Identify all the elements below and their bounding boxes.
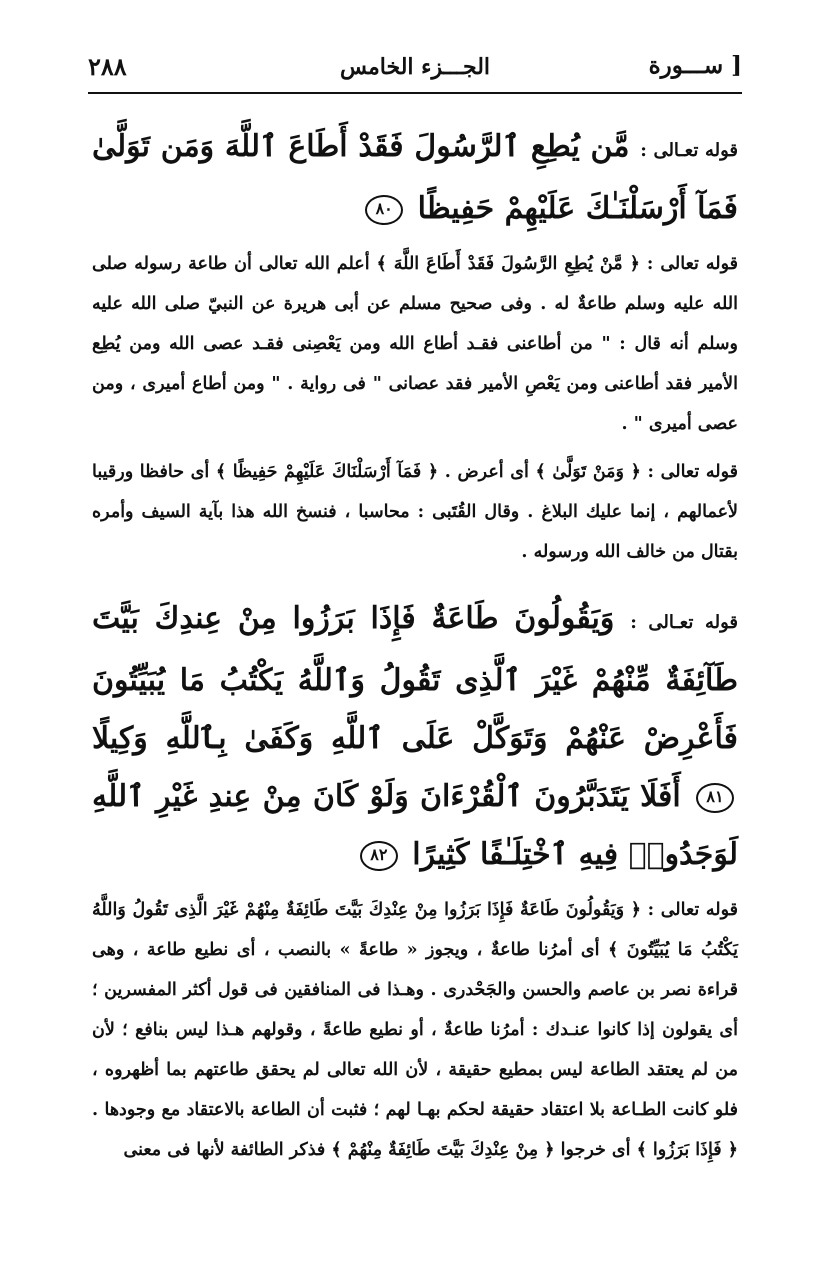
surah-label: [ ســـورة <box>648 52 742 79</box>
verse-lead: قوله تعـالى : <box>630 612 738 633</box>
commentary-paragraph: قوله تعالى : ﴿ وَيَقُولُونَ طَاعَةٌ فَإِذَا بَرَزُوا مِنْ عِنْدِكَ بَيَّتَ طَائِفَةٌ مِنْهُمْ غَيْرَ الَّذِى تَقُولُ وَاللَّهُ يَكْتُبُ مَا يُبَيِّتُونَ ﴾ أى أمرُنا طاعةٌ ، ويجوز « طاعةً » بالنصب ، أى نطيع طاعة ، وهى قراءة نصر بن عاصم والحسن والجَحْدرى . وهـذا فى المنافقين فى قول أكثر المفسرين ؛ أى يقولون إذا كانوا عنـدك : أمرُنا طاعةٌ ، أو نطيع طاعةً ، وقولهم هـذا ليس بنافع ؛ لأن من لم يعتقد الطاعة ليس بمطيع حقيقة ، لأن الله تعالى لم يحقق طاعتهم بما أظهروه ، فلو كانت الطـاعة بلا اعتقاد حقيقة لحكم بهـا لهم ؛ فثبت أن الطاعة بالاعتقاد مع وجودها . ﴿ فَإِذَا بَرَزُوا ﴾ أى خرجوا ﴿ مِنْ عِنْدِكَ بَيَّتَ طَائِفَةٌ مِنْهُمْ ﴾ فذكر الطائفة لأنها فى معنى <box>92 900 738 1160</box>
ayah-number-marker: ٨٠ <box>365 195 403 225</box>
verse-lead: قوله تعـالى : <box>640 140 738 161</box>
verse-80 <box>92 118 738 238</box>
verse-text: مَّن يُطِعِ ٱلرَّسُولَ فَقَدْ أَطَاعَ ٱللَّهَ وَمَن تَوَلَّىٰ فَمَآ أَرْسَلْنَـٰكَ عَلَيْهِمْ حَفِيظًا <box>92 129 738 226</box>
verse-text: أَفَلَا يَتَدَبَّرُونَ ٱلْقُرْءَانَ وَلَوْ كَانَ مِنْ عِندِ غَيْرِ ٱللَّهِ لَوَجَدُوا۟ فِيهِ ٱخْتِلَـٰفًا كَثِيرًا <box>92 779 738 872</box>
ayah-number-marker: ٨٢ <box>360 841 398 871</box>
page-header <box>88 48 742 94</box>
page-number: ٢٨٨ <box>88 52 127 81</box>
part-title: الجـــزء الخامس <box>339 54 491 80</box>
page-body <box>92 118 738 1178</box>
commentary-paragraph: قوله تعالى : ﴿ وَمَنْ تَوَلَّىٰ ﴾ أى أعرض . ﴿ فَمَآ أَرْسَلْنَاكَ عَلَيْهِمْ حَفِيظًا ﴾ أى حافظا ورقيبا لأعمالهم ، إنما عليك البلاغ . وقال القُتَبى : محاسبا ، فنسخ الله هذا بآية السيف وأمره بقتال من خالف الله ورسوله . <box>92 462 738 562</box>
verse-text: وَيَقُولُونَ طَاعَةٌ فَإِذَا بَرَزُوا مِنْ عِندِكَ بَيَّتَ طَآئِفَةٌ مِّنْهُمْ غَيْرَ ٱلَّذِى تَقُولُ وَٱللَّهُ يَكْتُبُ مَا يُبَيِّتُونَ فَأَعْرِضْ عَنْهُمْ وَتَوَكَّلْ عَلَى ٱللَّهِ وَكَفَىٰ بِٱللَّهِ وَكِيلًا <box>92 601 738 756</box>
ayah-number-marker: ٨١ <box>696 783 734 813</box>
verse-81-82 <box>92 590 738 884</box>
commentary-paragraph: قوله تعالى : ﴿ مَّنْ يُطِعِ الرَّسُولَ فَقَدْ أَطَاعَ اللَّهَ ﴾ أعلم الله تعالى أن طاعة رسوله صلى الله عليه وسلم طاعةٌ له . وفى صحيح مسلم عن أبى هريرة عن النبيّ صلى الله عليه وسلم أنه قال : " من أطاعنى فقـد أطاع الله ومن يَعْصِنى فقـد عصى الله ومن يُطِع الأمير فقد أطاعنى ومن يَعْصِ الأمير فقد عصانى " فى رواية . " ومن أطاع أميرى ، ومن عصى أميرى " . <box>92 254 738 434</box>
